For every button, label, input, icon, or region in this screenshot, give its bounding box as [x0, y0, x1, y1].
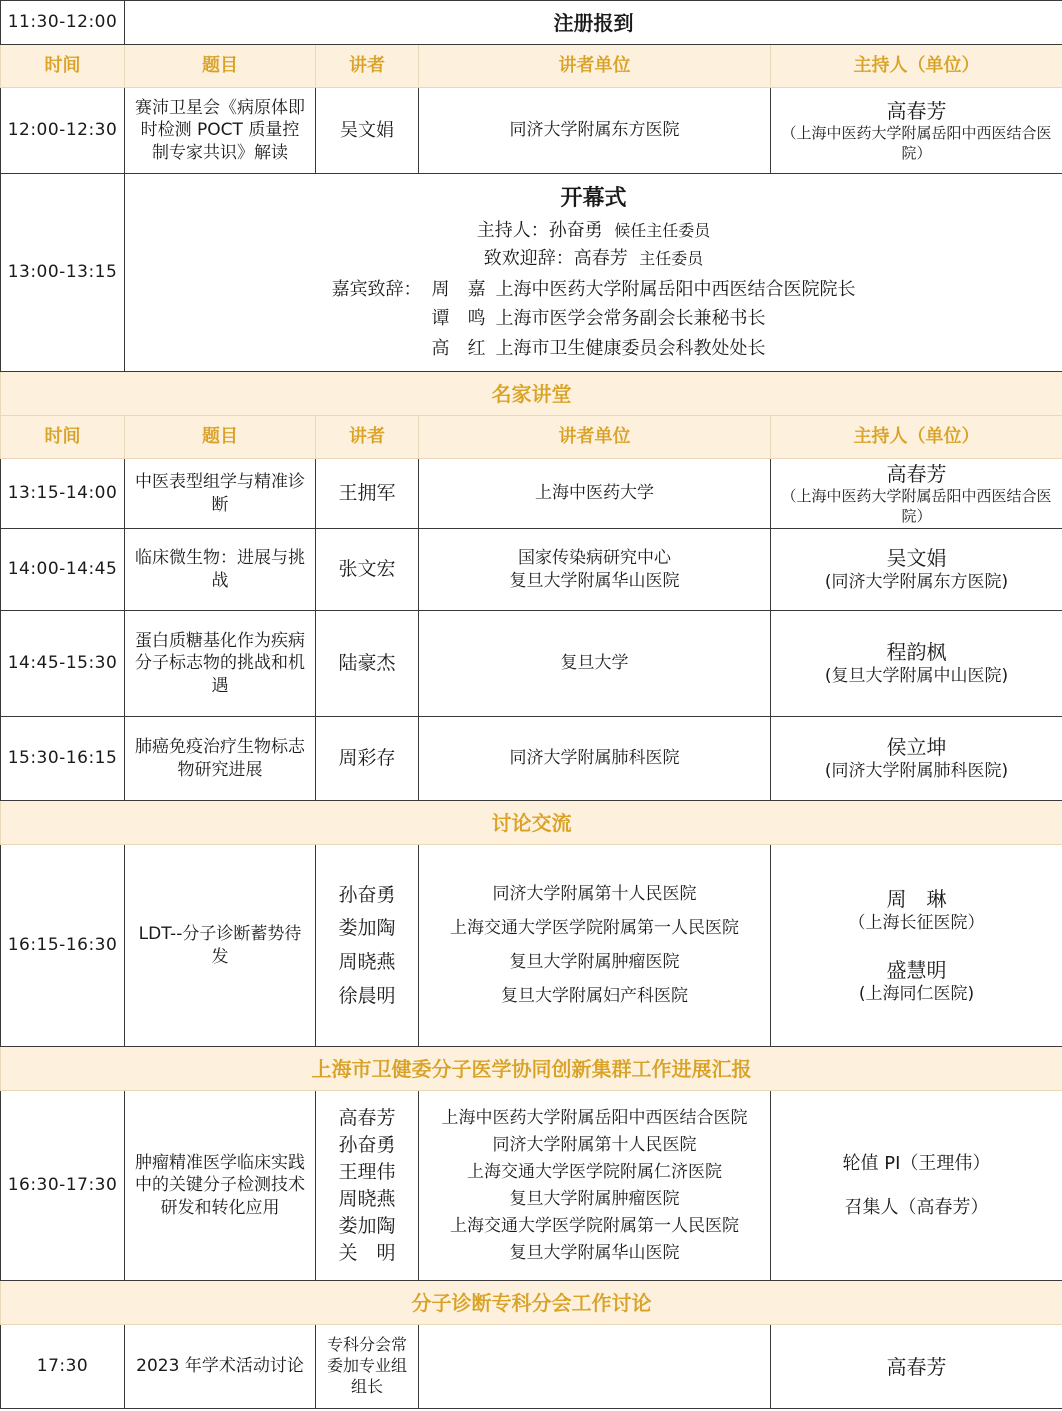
time-cell: 13:00-13:15 [1, 174, 125, 372]
host-org: （上海中医药大学附属岳阳中西医结合医院） [781, 487, 1052, 525]
header-topic: 题目 [125, 45, 316, 88]
guest-role: 上海中医药大学附属岳阳中西医结合医院院长 [495, 279, 856, 301]
header-topic: 题目 [125, 416, 316, 459]
table-header [1, 45, 1062, 88]
org-name: 同济大学附属第十人民医院 [492, 884, 697, 904]
host-org: （上海长征医院） [848, 913, 985, 934]
table-row [1, 1325, 1062, 1409]
registration-title: 注册报到 [125, 1, 1062, 45]
section-title: 分子诊断专科分会工作讨论 [1, 1281, 1062, 1325]
org-name: 上海交通大学医学院附属第一人民医院 [450, 1216, 739, 1236]
table-row [1, 717, 1062, 801]
time-cell: 12:00-12:30 [1, 88, 125, 174]
host-cell [771, 529, 1062, 611]
topic-cell: 2023 年学术活动讨论 [125, 1325, 316, 1409]
time-cell: 16:30-17:30 [1, 1091, 125, 1281]
header-host: 主持人（单位） [771, 416, 1062, 459]
header-org: 讲者单位 [419, 416, 771, 459]
speaker-cell: 周彩存 [316, 717, 419, 801]
topic-cell: 蛋白质糖基化作为疾病分子标志物的挑战和机遇 [125, 611, 316, 717]
table-row [1, 845, 1062, 1047]
topic-cell: 临床微生物：进展与挑战 [125, 529, 316, 611]
speaker-name: 周晓燕 [338, 1188, 396, 1210]
table-row [1, 611, 1062, 717]
host-name: 高春芳 [886, 462, 947, 486]
host-org: （上海中医药大学附属岳阳中西医结合医院） [781, 124, 1052, 162]
time-cell: 15:30-16:15 [1, 717, 125, 801]
host-name: 周 琳 [886, 887, 947, 912]
guest-role: 上海市医学会常务副会长兼秘书长 [495, 308, 766, 330]
speaker-name: 徐晨明 [338, 984, 396, 1007]
speaker-cell: 吴文娟 [316, 88, 419, 174]
guest-list [332, 278, 856, 360]
host-name: 程韵枫 [886, 640, 947, 665]
host-cell [771, 1091, 1062, 1281]
speaker-name: 孙奋勇 [338, 1134, 396, 1156]
speaker-cell: 专科分会常委加专业组组长 [316, 1325, 419, 1409]
org-cell: 国家传染病研究中心 复旦大学附属华山医院 [419, 529, 771, 611]
host-cell [771, 459, 1062, 529]
org-cell: 上海中医药大学 [419, 459, 771, 529]
org-name: 上海交通大学医学院附属仁济医院 [467, 1162, 722, 1182]
org-name: 复旦大学附属华山医院 [509, 1243, 680, 1263]
table-row [1, 88, 1062, 174]
opening-cell [125, 174, 1062, 372]
host-cell [771, 611, 1062, 717]
speaker-cell: 张文宏 [316, 529, 419, 611]
speaker-cell: 陆豪杰 [316, 611, 419, 717]
label: 主持人： [476, 220, 549, 242]
time-cell: 13:15-14:00 [1, 459, 125, 529]
table-row [1, 1091, 1062, 1281]
guest-name: 周 嘉 [431, 279, 486, 301]
host-org: (同济大学附属东方医院) [824, 572, 1009, 593]
speaker-list [316, 1091, 419, 1281]
host-role: 候任主任委员 [614, 221, 711, 241]
org-cell: 同济大学附属东方医院 [419, 88, 771, 174]
time-cell: 14:00-14:45 [1, 529, 125, 611]
host-cell [771, 88, 1062, 174]
section-band [1, 1047, 1062, 1091]
org-name: 上海交通大学医学院附属第一人民医院 [450, 918, 739, 938]
host-name: 孙奋勇 [548, 220, 603, 242]
section-title: 讨论交流 [1, 801, 1062, 845]
topic-cell: 肿瘤精准医学临床实践中的关键分子检测技术研发和转化应用 [125, 1091, 316, 1281]
time-cell: 16:15-16:30 [1, 845, 125, 1047]
section-title: 名家讲堂 [1, 372, 1062, 416]
speaker-name: 娄加陶 [338, 1215, 396, 1237]
opening-host-line [125, 219, 1062, 242]
label: 致欢迎辞： [483, 247, 574, 269]
org-name: 上海中医药大学附属岳阳中西医结合医院 [441, 1108, 748, 1128]
table-row [1, 459, 1062, 529]
section-band [1, 372, 1062, 416]
host-line: 召集人（高春芳） [844, 1196, 989, 1218]
section-band [1, 801, 1062, 845]
table-row [1, 529, 1062, 611]
speaker-name: 娄加陶 [338, 917, 396, 940]
welcome-role: 主任委员 [639, 248, 704, 268]
host-name: 吴文娟 [886, 546, 947, 571]
speaker-cell: 王拥军 [316, 459, 419, 529]
welcome-name: 高春芳 [573, 247, 628, 269]
registration-row [1, 1, 1062, 45]
time-cell: 11:30-12:00 [1, 1, 125, 45]
table-header [1, 416, 1062, 459]
org-name: 复旦大学附属肿瘤医院 [509, 952, 680, 972]
section-title: 上海市卫健委分子医学协同创新集群工作进展汇报 [1, 1047, 1062, 1091]
org-name: 复旦大学附属肿瘤医院 [509, 1189, 680, 1209]
header-time: 时间 [1, 45, 125, 88]
guest-name: 谭 鸣 [431, 308, 486, 330]
time-cell: 17:30 [1, 1325, 125, 1409]
org-list [419, 845, 771, 1047]
org-name: 同济大学附属第十人民医院 [492, 1135, 697, 1155]
header-host: 主持人（单位） [771, 45, 1062, 88]
host-org: (上海同仁医院) [858, 983, 975, 1004]
label: 嘉宾致辞： [331, 279, 422, 301]
topic-cell: LDT--分子诊断蓄势待发 [125, 845, 316, 1047]
guest-name: 高 红 [431, 337, 486, 359]
opening-welcome-line [125, 247, 1062, 270]
speaker-name: 孙奋勇 [338, 883, 396, 906]
speaker-list [316, 845, 419, 1047]
header-speaker: 讲者 [316, 416, 419, 459]
host-cell [771, 1325, 1062, 1409]
host-name: 高春芳 [886, 1354, 947, 1379]
org-cell: 复旦大学 [419, 611, 771, 717]
header-org: 讲者单位 [419, 45, 771, 88]
speaker-name: 王理伟 [338, 1161, 396, 1183]
host-org: (复旦大学附属中山医院) [824, 666, 1009, 687]
speaker-name: 高春芳 [338, 1107, 396, 1129]
host-name: 盛慧明 [886, 957, 947, 982]
opening-title: 开幕式 [560, 185, 627, 211]
org-cell: 同济大学附属肺科医院 [419, 717, 771, 801]
host-org: (同济大学附属肺科医院) [824, 761, 1009, 782]
org-cell [419, 1325, 771, 1409]
guest-role: 上海市卫生健康委员会科教处处长 [495, 337, 766, 359]
host-cell [771, 717, 1062, 801]
host-cell [771, 845, 1062, 1047]
section-band [1, 1281, 1062, 1325]
header-time: 时间 [1, 416, 125, 459]
org-list [419, 1091, 771, 1281]
time-cell: 14:45-15:30 [1, 611, 125, 717]
org-name: 复旦大学附属妇产科医院 [501, 986, 688, 1006]
topic-cell: 肺癌免疫治疗生物标志物研究进展 [125, 717, 316, 801]
opening-row [1, 174, 1062, 372]
header-speaker: 讲者 [316, 45, 419, 88]
speaker-name: 周晓燕 [338, 951, 396, 973]
speaker-name: 关 明 [338, 1242, 396, 1264]
host-line: 轮值 PI（王理伟） [842, 1153, 991, 1175]
topic-cell: 赛沛卫星会《病原体即时检测 POCT 质量控制专家共识》解读 [125, 88, 316, 174]
host-name: 高春芳 [886, 99, 947, 123]
topic-cell: 中医表型组学与精准诊断 [125, 459, 316, 529]
host-name: 侯立坤 [886, 735, 947, 760]
